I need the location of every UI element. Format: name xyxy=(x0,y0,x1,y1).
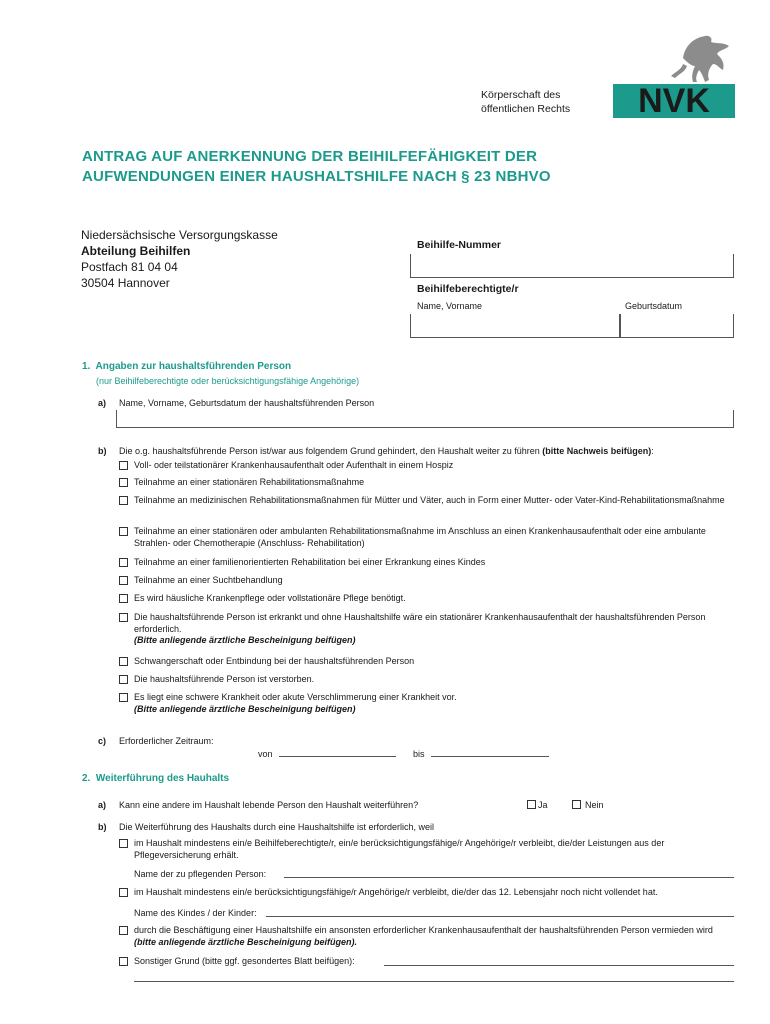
reason-option[interactable] xyxy=(119,593,729,605)
von-label: von xyxy=(258,749,273,759)
geburtsdatum-label: Geburtsdatum xyxy=(625,301,683,311)
option-text: Voll- oder teilstationärer Krankenhausaufenthalt oder Aufenthalt in einem Hospiz xyxy=(134,460,454,470)
beihilfe-nummer-label: Beihilfe-Nummer xyxy=(417,239,502,251)
option-text: Teilnahme an einer familienorientierten Rehabilitation bei einer Erkrankung eines Kindes xyxy=(134,557,486,567)
item-b-text xyxy=(119,445,739,457)
checkbox[interactable] xyxy=(119,957,128,966)
s2-option-kind[interactable] xyxy=(119,887,729,899)
nvk-logo xyxy=(613,32,735,118)
reason-option[interactable] xyxy=(119,612,729,647)
option-text: Die haushaltsführende Person ist erkrankt und ohne Haushaltshilfe wäre ein stationärer Krankenhausaufenthalt der haushaltsführenden Person erforderlich. xyxy=(134,612,706,634)
kind-name-field[interactable] xyxy=(266,906,734,917)
beihilfe-nummer-field[interactable] xyxy=(410,254,734,278)
horse-icon xyxy=(671,36,729,82)
option-text: Teilnahme an einer stationären Rehabilitationsmaßnahme xyxy=(134,477,365,487)
checkbox[interactable] xyxy=(119,926,128,935)
option-text: im Haushalt mindestens ein/e berücksichtigungsfähige/r Angehörige/r verbleibt, die/der das 12. Lebensjahr noch nicht vollendet hat. xyxy=(134,887,658,897)
opt3-note: (bitte anliegende ärztliche Bescheinigung beifügen). xyxy=(134,936,358,947)
beihilfeberechtigte-label: Beihilfeberechtigte/r xyxy=(417,283,519,295)
opt3-text: durch die Beschäftigung einer Haushaltshilfe ein ansonsten erforderlicher Krankenhausaufenthalt der haushaltsführenden Person vermieden wird xyxy=(134,925,713,935)
section1-number: 1. xyxy=(82,361,91,372)
name-vorname-field[interactable] xyxy=(410,314,620,338)
name-vorname-label: Name, Vorname xyxy=(417,301,483,311)
kind-name-label: Name des Kindes / der Kinder: xyxy=(134,908,257,918)
option-note: (Bitte anliegende ärztliche Bescheinigung beifügen) xyxy=(134,635,356,645)
checkbox[interactable] xyxy=(119,613,128,622)
s2-item-b-text: Die Weiterführung des Haushalts durch eine Haushaltshilfe ist erforderlich, weil xyxy=(119,822,434,832)
s2-option-krankenhaus[interactable] xyxy=(119,925,729,948)
checkbox[interactable] xyxy=(119,478,128,487)
checkbox[interactable] xyxy=(119,693,128,702)
option-text: Die haushaltsführende Person ist verstorben. xyxy=(134,674,315,684)
section2-title: Weiterführung des Hauhalts xyxy=(95,773,230,784)
reason-option[interactable] xyxy=(119,692,729,715)
checkbox[interactable] xyxy=(119,558,128,567)
option-text: Sonstiger Grund (bitte ggf. gesondertes Blatt beifügen): xyxy=(134,956,355,966)
page-title xyxy=(82,147,551,187)
checkbox[interactable] xyxy=(119,839,128,848)
option-text: Es wird häusliche Krankenpflege oder vollstationäre Pflege benötigt. xyxy=(134,593,406,603)
option-text: Teilnahme an medizinischen Rehabilitationsmaßnahmen für Mütter und Väter, auch in Form einer Mutter- oder Vater-Kind-Rehabilitationsmaßnahme xyxy=(134,495,725,505)
sonstiger-grund-field[interactable] xyxy=(384,955,734,966)
nein-label: Nein xyxy=(585,800,604,810)
nein-checkbox[interactable] xyxy=(572,800,581,809)
section2-number: 2. xyxy=(82,773,91,784)
reason-option[interactable] xyxy=(119,656,729,668)
checkbox[interactable] xyxy=(119,594,128,603)
item-a-text: Name, Vorname, Geburtsdatum der haushaltsführenden Person xyxy=(119,398,375,408)
bis-field[interactable] xyxy=(431,745,549,757)
checkbox[interactable] xyxy=(119,888,128,897)
sonstiger-grund-field-2[interactable] xyxy=(134,971,734,982)
option-text: Es liegt eine schwere Krankheit oder akute Verschlimmerung einer Krankheit vor. xyxy=(134,692,457,702)
reason-option[interactable] xyxy=(119,557,729,569)
title-line1: ANTRAG AUF ANERKENNUNG DER BEIHILFEFÄHIGKEIT DER xyxy=(82,148,538,165)
corporation-line2: öffentlichen Rechts xyxy=(481,103,571,115)
bis-label: bis xyxy=(413,749,425,759)
option-note: (Bitte anliegende ärztliche Bescheinigung beifügen) xyxy=(134,703,356,714)
address-line4: 30504 Hannover xyxy=(81,276,170,290)
section1-title: Angaben zur haushaltsführenden Person xyxy=(95,361,292,372)
option-text: im Haushalt mindestens ein/e Beihilfeberechtigte/r, ein/e berücksichtigungsfähige/r Angehörige/r verbleibt, die/der Leistungen aus der Pflegeversicherung erhält. xyxy=(134,838,665,860)
s2-item-a-text: Kann eine andere im Haushalt lebende Person den Haushalt weiterführen? xyxy=(119,800,419,810)
section2-heading xyxy=(82,773,229,784)
item-b-label: b) xyxy=(98,446,107,456)
reason-option[interactable] xyxy=(119,477,729,489)
s2-option-pflege[interactable] xyxy=(119,838,729,861)
address-line1: Niedersächsische Versorgungskasse xyxy=(81,228,278,242)
option-text: Schwangerschaft oder Entbindung bei der haushaltsführenden Person xyxy=(134,656,415,666)
checkbox[interactable] xyxy=(119,496,128,505)
reason-option[interactable] xyxy=(119,674,729,686)
s2-item-b-label: b) xyxy=(98,822,107,832)
item-b-bold: (bitte Nachweis beifügen) xyxy=(542,446,652,456)
reason-option[interactable] xyxy=(119,460,729,472)
checkbox[interactable] xyxy=(119,576,128,585)
ja-checkbox[interactable] xyxy=(527,800,536,809)
address-line2: Abteilung Beihilfen xyxy=(81,244,191,258)
pflege-name-field[interactable] xyxy=(284,867,734,878)
item-b-colon: : xyxy=(651,446,654,456)
s2-item-a-label: a) xyxy=(98,800,107,810)
pflege-name-label: Name der zu pflegenden Person: xyxy=(134,869,267,879)
ja-label: Ja xyxy=(538,800,548,810)
option-text: Teilnahme an einer Suchtbehandlung xyxy=(134,575,283,585)
von-field[interactable] xyxy=(279,745,396,757)
checkbox[interactable] xyxy=(119,657,128,666)
item-c-text: Erforderlicher Zeitraum: xyxy=(119,736,214,746)
checkbox[interactable] xyxy=(119,461,128,470)
section1-heading xyxy=(82,361,291,372)
checkbox[interactable] xyxy=(119,527,128,536)
reason-option[interactable] xyxy=(119,495,729,507)
logo-text: NVK xyxy=(638,82,710,118)
haushaltsfuehrende-person-field[interactable] xyxy=(116,410,734,428)
option-text xyxy=(134,925,729,948)
recipient-address xyxy=(81,227,278,291)
geburtsdatum-field[interactable] xyxy=(620,314,734,338)
section1-subtitle: (nur Beihilfeberechtigte oder berücksichtigungsfähige Angehörige) xyxy=(96,376,360,386)
title-line2: AUFWENDUNGEN EINER HAUSHALTSHILFE NACH § 23 NBHVO xyxy=(82,168,551,185)
item-b-main: Die o.g. haushaltsführende Person ist/war aus folgendem Grund gehindert, den Haushalt weiter zu führen xyxy=(119,446,540,456)
address-line3: Postfach 81 04 04 xyxy=(81,260,178,274)
corporation-line1: Körperschaft des xyxy=(481,89,561,101)
corporation-label xyxy=(481,88,570,116)
reason-option[interactable] xyxy=(119,575,729,587)
item-c-label: c) xyxy=(98,736,107,746)
reason-option[interactable] xyxy=(119,526,729,549)
option-text: Teilnahme an einer stationären oder ambulanten Rehabilitationsmaßnahme im Anschluss an einen Krankenhausaufenthalt oder eine ambulante Strahlen- oder Chemotherapie (Anschluss- Rehabilitation) xyxy=(134,526,706,548)
item-a-label: a) xyxy=(98,398,107,408)
checkbox[interactable] xyxy=(119,675,128,684)
